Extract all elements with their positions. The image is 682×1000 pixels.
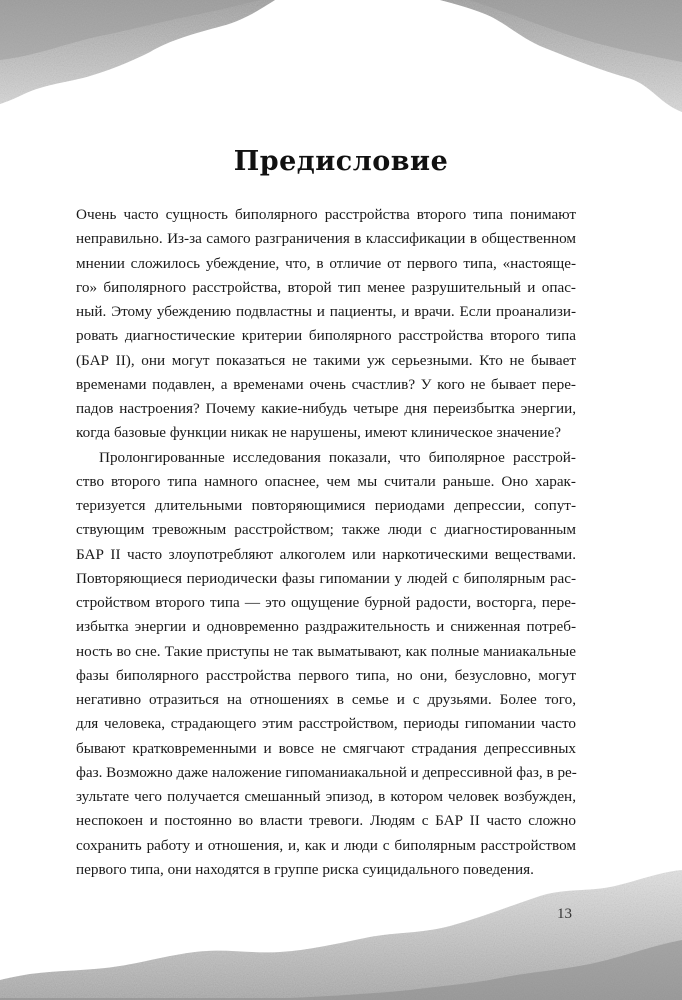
chapter-title: Предисловие	[233, 146, 449, 177]
text-line: временами подавлен, а временами очень счастлив? У кого не бывает пере-	[76, 375, 576, 393]
text-line: теризуется длительными повторяющимися периодами депрессии, сопут-	[76, 497, 576, 514]
text-line: ность во сне. Такие приступы не так выматывают, как полные маниакальные	[76, 642, 576, 660]
text-line: фазы биполярного расстройства первого типа, но они, безусловно, могут	[76, 666, 576, 684]
text-line: избытка энергии и одновременно раздражительность и сниженная потреб-	[76, 618, 576, 636]
text-line: БАР II часто злоупотребляют алкоголем или наркотическими веществами.	[76, 545, 576, 563]
text-line: го» биполярного расстройства, второй тип менее разрушительный и опас-	[76, 278, 576, 296]
text-line: фаз. Возможно даже наложение гипоманиакальной и депрессивной фаз, в ре-	[76, 763, 577, 781]
text-line: бывают кратковременными и вовсе не смягчают страдания депрессивных	[76, 739, 576, 757]
text-line: ровать диагностические критерии биполярного расстройства второго типа	[76, 327, 576, 345]
text-line: Пролонгированные исследования показали, что биполярное расстрой-	[99, 448, 576, 466]
text-line: для человека, страдающего этим расстройством, периоды гипомании часто	[76, 715, 576, 733]
text-line: падов настроения? Почему какие-нибудь четыре дня переизбытка энергии,	[76, 400, 576, 417]
text-line: ный. Этому убеждению подвластны и пациенты, и врачи. Если проанализи-	[76, 303, 576, 320]
text-line: неправильно. Из-за самого разграничения в классификации в общественном	[76, 230, 576, 248]
paragraph	[76, 203, 576, 446]
text-line: негативно отразиться на отношениях в семье и с друзьями. Более того,	[76, 691, 576, 708]
text-line: (БАР II), они могут показаться не такими уж серьезными. Кто не бывает	[76, 351, 576, 369]
top-torn-edge	[0, 0, 682, 112]
text-line: когда базовые функции никак не нарушены, имеют клиническое значение?	[76, 424, 561, 442]
text-line: Повторяющиеся периодически фазы гипомании у людей с биполярным рас-	[76, 569, 576, 587]
text-line: первого типа, они находятся в группе риска суицидального поведения.	[76, 860, 534, 878]
text-line: сохранить работу и отношения, и, как и люди с биполярным расстройством	[76, 836, 576, 854]
paragraph	[76, 446, 576, 883]
bottom-torn-edge	[0, 870, 682, 1000]
text-line: мнении сложилось убеждение, что, в отличие от первого типа, «настояще-	[76, 254, 576, 272]
text-line: Очень часто сущность биполярного расстройства второго типа понимают	[76, 206, 576, 223]
body-text	[76, 203, 576, 882]
text-line: неспокоен и постоянно во власти тревоги. Людям с БАР II часто сложно	[76, 812, 576, 830]
text-line: зультате чего получается смешанный эпизод, в котором человек возбужден,	[76, 788, 576, 805]
text-line: ство второго типа намного опаснее, чем мы считали раньше. Оно харак-	[76, 472, 576, 490]
page-number: 13	[557, 906, 572, 922]
text-line: ствующим тревожным расстройством; также люди с диагностированным	[76, 521, 576, 539]
text-line: стройством второго типа — это ощущение бурной радости, восторга, пере-	[76, 594, 576, 611]
